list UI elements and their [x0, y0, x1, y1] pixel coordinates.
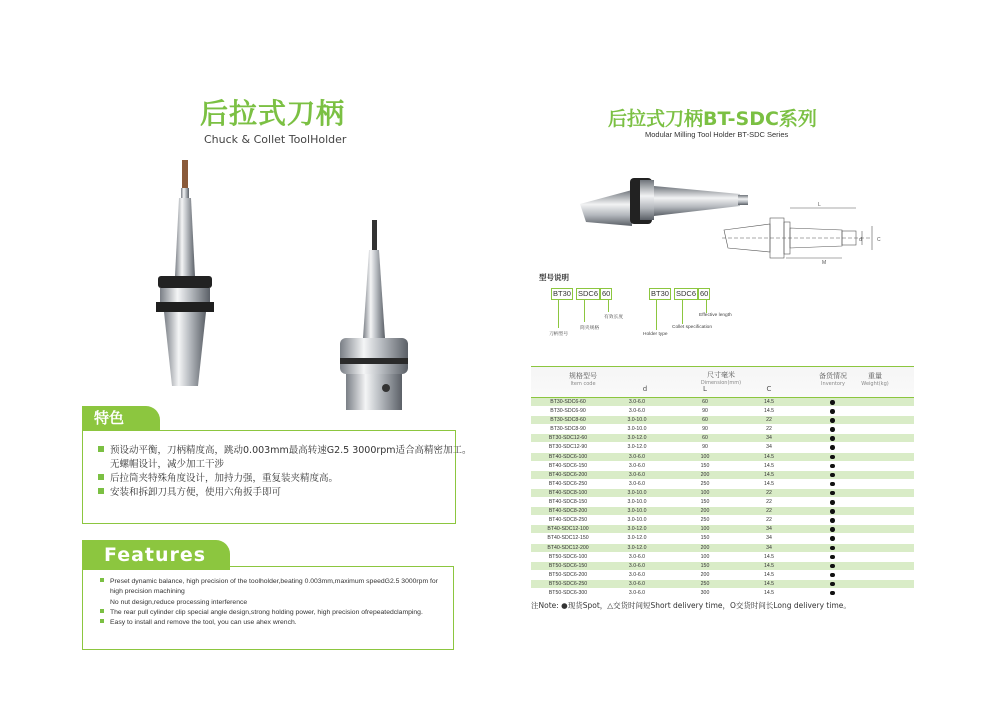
cell-d: 3.0-6.0 — [628, 571, 646, 578]
cell-C: 34 — [766, 435, 772, 442]
cell-d: 3.0-10.0 — [627, 489, 647, 496]
inventory-spot-icon — [830, 509, 835, 514]
cell-C: 14.5 — [763, 471, 775, 478]
inventory-spot-icon — [830, 455, 835, 460]
cell-d: 3.0-6.0 — [628, 471, 646, 478]
inventory-spot-icon — [830, 564, 835, 569]
feature-cn-item: 安装和拆卸刀具方便，使用六角扳手即可 — [98, 484, 281, 498]
table-body — [531, 398, 914, 598]
cell-d: 3.0-10.0 — [627, 426, 647, 433]
tool-holder-image-2 — [330, 218, 420, 418]
cell-L: 100 — [700, 526, 710, 533]
features-cn-title: 特色 — [82, 406, 160, 430]
code-part: SDC6 — [676, 289, 697, 298]
table-row — [531, 580, 914, 589]
cell-L: 250 — [700, 480, 710, 487]
feature-en-item: Preset dynamic balance, high precision of the toolholder,beating 0.003mm,maximum speedG2.5 3000rpm for — [100, 578, 438, 585]
cell-d: 3.0-10.0 — [627, 499, 647, 506]
bullet-icon — [100, 619, 104, 623]
cell-L: 300 — [700, 589, 710, 596]
bullet-icon — [98, 446, 104, 452]
cell-C: 34 — [766, 535, 772, 542]
table-row — [531, 544, 914, 553]
code-part: 60 — [602, 289, 611, 298]
cell-d: 3.0-6.0 — [628, 589, 646, 596]
code-part: BT30 — [553, 289, 571, 298]
inventory-spot-icon — [830, 482, 835, 487]
inventory-spot-icon — [830, 536, 835, 541]
table-row — [531, 507, 914, 516]
feature-en-item: The rear pull cylinder clip special angle design,strong holding power, high precision ofrepeatedclamping. — [100, 609, 423, 616]
annot-collet-cn: 筒夹规格 — [580, 326, 600, 331]
drawing-label-d: d — [859, 237, 862, 243]
table-row — [531, 471, 914, 480]
th-weight: 重量 Weight(kg) — [861, 372, 889, 387]
table-row — [531, 589, 914, 598]
cell-L: 60 — [702, 435, 708, 442]
annot-holder-cn: 刀柄型号 — [549, 332, 569, 337]
cell-C: 14.5 — [763, 399, 775, 405]
cell-L: 150 — [700, 535, 710, 542]
table-header — [531, 366, 914, 398]
inventory-spot-icon — [830, 400, 835, 405]
arrow-line — [682, 300, 683, 324]
arrow-line — [558, 300, 559, 328]
cell-C: 14.5 — [763, 480, 775, 487]
cell-item-code: BT50-SDC6-250 — [548, 580, 588, 587]
inventory-spot-icon — [830, 527, 835, 532]
technical-drawing — [722, 200, 892, 270]
cell-item-code: BT50-SDC6-100 — [548, 553, 588, 560]
features-en-title: Features — [82, 540, 230, 570]
cell-C: 14.5 — [763, 580, 775, 587]
arrow-line — [584, 300, 585, 322]
cell-item-code: BT30-SDC6-90 — [550, 408, 586, 415]
cell-item-code: BT30-SDC8-90 — [550, 426, 586, 433]
inventory-spot-icon — [830, 491, 835, 496]
cell-C: 22 — [766, 489, 772, 496]
page-subtitle-en: Chuck & Collet ToolHolder — [204, 133, 347, 146]
inventory-spot-icon — [830, 546, 835, 551]
cell-C: 22 — [766, 517, 772, 524]
cell-item-code: BT50-SDC6-300 — [548, 589, 588, 596]
cell-C: 14.5 — [763, 553, 775, 560]
cell-C: 22 — [766, 417, 772, 424]
cell-L: 200 — [700, 571, 710, 578]
cell-L: 100 — [700, 553, 710, 560]
cell-item-code: BT40-SDC8-200 — [548, 508, 588, 515]
arrow-line — [608, 300, 609, 312]
cell-d: 3.0-6.0 — [628, 453, 646, 460]
inventory-spot-icon — [830, 582, 835, 587]
cell-item-code: BT40-SDC6-200 — [548, 471, 588, 478]
cell-d: 3.0-6.0 — [628, 462, 646, 469]
table-row — [531, 498, 914, 507]
table-row — [531, 534, 914, 543]
cell-d: 3.0-6.0 — [628, 480, 646, 487]
arrow-line — [656, 300, 657, 330]
arrow-line — [706, 300, 707, 313]
table-row — [531, 516, 914, 525]
series-title-cn: 后拉式刀柄BT-SDC系列 — [608, 108, 817, 130]
drawing-label-L: L — [818, 202, 821, 208]
feature-cn-item: 预设动平衡，刀柄精度高，跳动0.003mm最高转速G2.5 3000rpm适合高精密加工。 — [98, 442, 472, 456]
inventory-spot-icon — [830, 473, 835, 478]
cell-item-code: BT40-SDC12-200 — [547, 544, 589, 551]
inventory-note: 注Note: ●现货Spot，△交货时间短Short delivery time，O交货时间长Long delivery time。 — [531, 601, 851, 610]
th-C: C — [766, 385, 772, 393]
feature-en-item: high precision machining — [110, 588, 185, 595]
cell-L: 150 — [700, 462, 710, 469]
cell-d: 3.0-6.0 — [628, 553, 646, 560]
cell-item-code: BT30-SDC12-90 — [548, 444, 588, 451]
table-row — [531, 398, 914, 407]
table-row — [531, 553, 914, 562]
cell-item-code: BT40-SDC12-100 — [547, 526, 589, 533]
table-row — [531, 453, 914, 462]
cell-L: 150 — [700, 499, 710, 506]
cell-C: 34 — [766, 526, 772, 533]
cell-item-code: BT50-SDC6-200 — [548, 571, 588, 578]
inventory-spot-icon — [830, 500, 835, 505]
cell-item-code: BT40-SDC8-150 — [548, 499, 588, 506]
table-row — [531, 416, 914, 425]
inventory-spot-icon — [830, 464, 835, 469]
th-L: L — [703, 385, 707, 393]
cell-d: 3.0-6.0 — [628, 399, 646, 405]
cell-L: 90 — [702, 408, 708, 415]
cell-d: 3.0-10.0 — [627, 417, 647, 424]
cell-d: 3.0-10.0 — [627, 508, 647, 515]
table-row — [531, 562, 914, 571]
cell-C: 34 — [766, 544, 772, 551]
annot-holder-en: Holder type — [643, 332, 668, 337]
cell-d: 3.0-12.0 — [627, 444, 647, 451]
inventory-spot-icon — [830, 445, 835, 450]
code-part: SDC6 — [578, 289, 599, 298]
table-row — [531, 407, 914, 416]
cell-d: 3.0-12.0 — [627, 544, 647, 551]
inventory-spot-icon — [830, 409, 835, 414]
annot-collet-en: Collet specification — [672, 325, 712, 330]
cell-L: 100 — [700, 489, 710, 496]
cell-L: 250 — [700, 517, 710, 524]
cell-item-code: BT40-SDC8-100 — [548, 489, 588, 496]
th-dimension: 尺寸毫米 Dimension(mm) — [700, 371, 742, 386]
feature-cn-item: 无螺帽设计，减少加工干涉 — [110, 459, 225, 470]
cell-L: 150 — [700, 562, 710, 569]
th-inventory: 备货情况 Inventory — [819, 372, 847, 387]
cell-C: 22 — [766, 499, 772, 506]
page-title-cn: 后拉式刀柄 — [200, 97, 346, 130]
cell-d: 3.0-6.0 — [628, 562, 646, 569]
feature-cn-item: 后拉筒夹特殊角度设计，加持力强，重复装夹精度高。 — [98, 470, 338, 484]
cell-d: 3.0-12.0 — [627, 535, 647, 542]
feature-en-item: No nut design,reduce processing interference — [110, 599, 248, 606]
drawing-label-C: C — [877, 237, 881, 243]
bullet-icon — [100, 578, 104, 582]
table-row — [531, 571, 914, 580]
inventory-spot-icon — [830, 555, 835, 560]
inventory-spot-icon — [830, 518, 835, 523]
cell-item-code: BT40-SDC6-250 — [548, 480, 588, 487]
cell-L: 200 — [700, 471, 710, 478]
cell-d: 3.0-6.0 — [628, 580, 646, 587]
cell-item-code: BT30-SDC6-60 — [550, 399, 586, 405]
cell-C: 14.5 — [763, 589, 775, 596]
th-item-code: 规格型号 Item code — [569, 372, 597, 387]
cell-L: 200 — [700, 544, 710, 551]
table-row — [531, 480, 914, 489]
bullet-icon — [100, 609, 104, 613]
feature-en-item: Easy to install and remove the tool, you can use ahex wrench. — [100, 619, 297, 626]
code-part: 60 — [700, 289, 709, 298]
table-row — [531, 425, 914, 434]
cell-item-code: BT30-SDC8-60 — [550, 417, 586, 424]
spec-table — [531, 366, 914, 598]
cell-L: 100 — [700, 453, 710, 460]
cell-item-code: BT40-SDC6-150 — [548, 462, 588, 469]
annot-length-en: Effective length — [699, 313, 732, 318]
cell-C: 22 — [766, 426, 772, 433]
cell-d: 3.0-10.0 — [627, 517, 647, 524]
th-d: d — [642, 385, 648, 393]
table-row — [531, 462, 914, 471]
cell-L: 250 — [700, 580, 710, 587]
cell-C: 22 — [766, 508, 772, 515]
code-part: BT30 — [651, 289, 669, 298]
cell-L: 60 — [702, 417, 708, 424]
bullet-icon — [98, 488, 104, 494]
table-row — [531, 434, 914, 443]
inventory-spot-icon — [830, 591, 835, 596]
cell-C: 14.5 — [763, 408, 775, 415]
inventory-spot-icon — [830, 418, 835, 423]
series-title-en: Modular Milling Tool Holder BT-SDC Series — [645, 130, 789, 139]
cell-L: 90 — [702, 444, 708, 451]
cell-C: 14.5 — [763, 562, 775, 569]
cell-item-code: BT40-SDC12-150 — [547, 535, 589, 542]
cell-d: 3.0-12.0 — [627, 526, 647, 533]
cell-item-code: BT40-SDC8-250 — [548, 517, 588, 524]
cell-C: 14.5 — [763, 453, 775, 460]
table-row — [531, 443, 914, 452]
cell-item-code: BT40-SDC6-100 — [548, 453, 588, 460]
cell-item-code: BT50-SDC6-150 — [548, 562, 588, 569]
cell-d: 3.0-12.0 — [627, 435, 647, 442]
code-explanation-title: 型号说明 — [539, 273, 569, 282]
inventory-spot-icon — [830, 427, 835, 432]
bullet-icon — [98, 474, 104, 480]
inventory-spot-icon — [830, 436, 835, 441]
annot-length-cn: 有效长度 — [604, 315, 624, 320]
cell-C: 34 — [766, 444, 772, 451]
table-row — [531, 489, 914, 498]
tool-holder-image-1 — [140, 158, 230, 388]
cell-C: 14.5 — [763, 462, 775, 469]
cell-L: 60 — [702, 399, 708, 405]
table-row — [531, 525, 914, 534]
drawing-label-M: M — [822, 260, 827, 266]
inventory-spot-icon — [830, 573, 835, 578]
cell-L: 90 — [702, 426, 708, 433]
cell-item-code: BT30-SDC12-60 — [548, 435, 588, 442]
cell-L: 200 — [700, 508, 710, 515]
cell-d: 3.0-6.0 — [628, 408, 646, 415]
cell-C: 14.5 — [763, 571, 775, 578]
